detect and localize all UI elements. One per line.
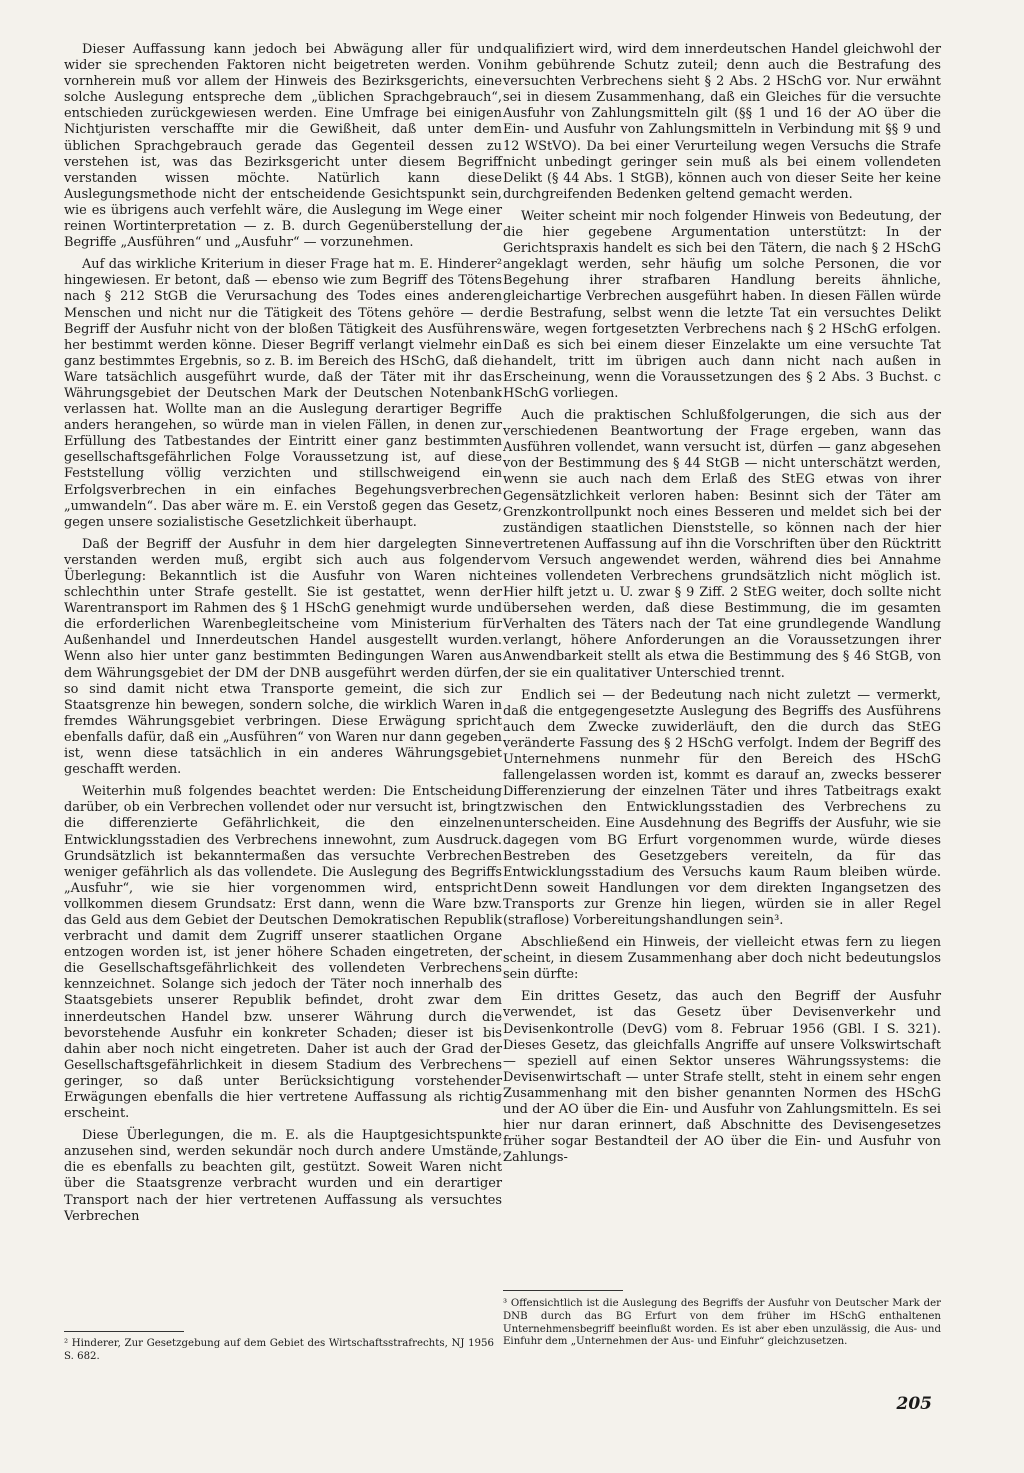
page-number: 205 <box>896 1394 932 1414</box>
paragraph: Daß der Begriff der Ausfuhr in dem hier dargelegten Sinne verstanden werden muß, ergibt sich auch aus folgender Überlegung: Bekanntlich ist die Ausfuhr von Waren nicht schlechthin unter Strafe gestellt. Sie ist gestattet, wenn der Warentransport im Rahmen des § 1 HSchG genehmigt wurde und die erforderlichen Warenbegleitscheine vom Ministerium für Außenhandel und Innerdeutschen Handel ausgestellt wurden. Wenn also hier unter ganz bestimmten Bedingungen Waren aus dem Währungsgebiet der DM der DNB ausgeführt werden dürfen, so sind damit nicht etwa Transporte gemeint, die sich zur Staatsgrenze hin bewegen, sondern solche, die wirklich Waren in fremdes Währungsgebiet verbringen. Diese Erwägung spricht ebenfalls dafür, daß ein „Ausführen“ von Waren nur dann gegeben ist, wenn diese tatsächlich in ein anderes Währungsgebiet geschafft werden. <box>64 536 502 778</box>
paragraph: Ein drittes Gesetz, das auch den Begriff der Ausfuhr verwendet, ist das Gesetz über Devisenverkehr und Devisenkontrolle (DevG) vom 8. Februar 1956 (GBl. I S. 321). Dieses Gesetz, das gleichfalls Angriffe auf unsere Volkswirtschaft — speziell auf einen Sektor unseres Währungssystems: die Devisenwirtschaft — unter Strafe stellt, steht in einem sehr engen Zusammenhang mit den bisher genannten Normen des HSchG und der AO über die Ein- und Ausfuhr von Zahlungsmitteln. Es sei hier nur daran erinnert, daß Abschnitte des Devisengesetzes früher sogar Bestandteil der AO über die Ein- und Ausfuhr von Zahlungs- <box>503 989 941 1166</box>
left-column <box>64 42 502 1231</box>
footnote-divider <box>64 1331 184 1332</box>
paragraph: Endlich sei — der Bedeutung nach nicht zuletzt — vermerkt, daß die entgegengesetzte Auslegung des Begriffs des Ausführens auch dem Zwecke zuwiderläuft, den die durch das StEG veränderte Fassung des § 2 HSchG verfolgt. Indem der Begriff des Unternehmens nunmehr für den Bereich des HSchG fallengelassen worden ist, kommt es darauf an, zwecks besserer Differenzierung der einzelnen Täter und ihres Tatbeitrags exakt zwischen den Entwicklungsstadien des Verbrechens zu unterscheiden. Eine Ausdehnung des Begriffs der Ausfuhr, wie sie dagegen vom BG Erfurt vorgenommen wurde, würde dieses Bestreben des Gesetzgebers vereiteln, da für das Entwicklungsstadium des Versuchs kaum Raum bleiben würde. Denn soweit Handlungen vor dem direkten Ingangsetzen des Transports zur Grenze hin liegen, würden sie in aller Regel (straflose) Vorbereitungshandlungen sein³. <box>503 687 941 928</box>
paragraph: Abschließend ein Hinweis, der vielleicht etwas fern zu liegen scheint, in diesem Zusammenhang aber doch nicht bedeutungslos sein dürfte: <box>503 935 941 983</box>
paragraph: Weiter scheint mir noch folgender Hinweis von Bedeutung, der die hier gegebene Argumentation unterstützt: In der Gerichtspraxis handelt es sich bei den Tätern, die nach § 2 HSchG angeklagt werden, sehr häufig um solche Personen, die vor Begehung ihrer strafbaren Handlung bereits ähnliche, gleichartige Verbrechen ausgeführt haben. In diesen Fällen würde die Bestrafung, selbst wenn die letzte Tat ein versuchtes Delikt wäre, wegen fortgesetzten Verbrechens nach § 2 HSchG erfolgen. Daß es sich bei einem dieser Einzelakte um eine versuchte Tat handelt, tritt im übrigen auch dann nicht nach außen in Erscheinung, wenn die Voraussetzungen des § 2 Abs. 3 Buchst. c HSchG vorliegen. <box>503 208 941 401</box>
right-column <box>503 42 941 1172</box>
paragraph: Dieser Auffassung kann jedoch bei Abwägung aller für und wider sie sprechenden Faktoren nicht beigetreten werden. Von vornherein muß vor allem der Hinweis des Bezirksgerichts, eine solche Auslegung entspreche dem „üblichen Sprachgebrauch“, entschieden zurückgewiesen werden. Eine Umfrage bei einigen Nichtjuristen verschaffte mir die Gewißheit, daß unter dem üblichen Sprachgebrauch gerade das Gegenteil dessen zu verstehen ist, was das Bezirksgericht unter diesem Begriff verstanden wissen möchte. Natürlich kann diese Auslegungsmethode nicht der entscheidende Gesichtspunkt sein, wie es übrigens auch verfehlt wäre, die Auslegung im Wege einer reinen Wortinterpretation — z. B. durch Gegenüberstellung der Begriffe „Ausführen“ und „Ausfuhr“ — vorzunehmen. <box>64 42 502 251</box>
paragraph: Weiterhin muß folgendes beachtet werden: Die Entscheidung darüber, ob ein Verbrechen vollendet oder nur versucht ist, bringt die differenzierte Gefährlichkeit, die den einzelnen Entwicklungsstadien des Verbrechens innewohnt, zum Ausdruck. Grundsätzlich ist bekanntermaßen das versuchte Verbrechen weniger gefährlich als das vollendete. Die Auslegung des Begriffs „Ausfuhr“, wie sie hier vorgenommen wird, entspricht vollkommen diesem Grundsatz: Erst dann, wenn die Ware bzw. das Geld aus dem Gebiet der Deutschen Demokratischen Republik verbracht und damit dem Zugriff unserer staatlichen Organe entzogen worden ist, ist jener höhere Schaden eingetreten, der die Gesellschaftsgefährlichkeit des vollendeten Verbrechens kennzeichnet. Solange sich jedoch der Täter noch innerhalb des Staatsgebiets unserer Republik befindet, droht zwar dem innerdeutschen Handel bzw. unserer Währung durch die bevorstehende Ausfuhr ein konkreter Schaden; dieser ist bis dahin aber noch nicht eingetreten. Daher ist auch der Grad der Gesellschaftsgefährlichkeit in diesem Stadium des Verbrechens geringer, so daß unter Berücksichtigung vorstehender Erwägungen ebenfalls die hier vertretene Auffassung als richtig erscheint. <box>64 784 502 1122</box>
footnote-3: ³ Offensichtlich ist die Auslegung des Begriffs der Ausfuhr von Deutscher Mark der DNB durch das BG Erfurt von dem früher im HSchG enthaltenen Unternehmensbegriff beeinflußt worden. Es ist aber eben unzulässig, die Aus- und Einfuhr dem „Unternehmen der Aus- und Einfuhr“ gleichzusetzen. <box>503 1298 941 1348</box>
footnote-2: ² Hinderer, Zur Gesetzgebung auf dem Gebiet des Wirtschaftsstrafrechts, NJ 1956 S. 682. <box>64 1338 494 1362</box>
paragraph: Auch die praktischen Schlußfolgerungen, die sich aus der verschiedenen Beantwortung der Frage ergeben, wann das Ausführen vollendet, wann versucht ist, dürfen — ganz abgesehen von der Bestimmung des § 44 StGB — nicht unterschätzt werden, wenn sie auch nach dem Erlaß des StEG etwas von ihrer Gegensätzlichkeit verloren haben: Besinnt sich der Täter am Grenzkontrollpunkt noch eines Besseren und meldet sich bei der zuständigen staatlichen Dienststelle, so können nach der hier vertretenen Auffassung auf ihn die Vorschriften über den Rücktritt vom Versuch angewendet werden, während dies bei Annahme eines vollendeten Verbrechens grundsätzlich nicht möglich ist. Hier hilft jetzt u. U. zwar § 9 Ziff. 2 StEG weiter, doch sollte nicht übersehen werden, daß diese Bestimmung, die im gesamten Verhalten des Täters nach der Tat eine grundlegende Wandlung verlangt, höhere Anforderungen an die Voraussetzungen ihrer Anwendbarkeit stellt als etwa die Bestimmung des § 46 StGB, von der sie ein qualitativer Unterschied trennt. <box>503 408 941 681</box>
paragraph: Diese Überlegungen, die m. E. als die Hauptgesichtspunkte anzusehen sind, werden sekundär noch durch andere Umstände, die es ebenfalls zu beachten gilt, gestützt. Soweit Waren nicht über die Staatsgrenze verbracht wurden und ein derartiger Transport nach der hier vertretenen Auffassung als versuchtes Verbrechen <box>64 1128 502 1224</box>
paragraph: Auf das wirkliche Kriterium in dieser Frage hat m. E. Hinderer² hingewiesen. Er betont, daß — ebenso wie zum Begriff des Tötens nach § 212 StGB die Verursachung des Todes eines anderen Menschen und nicht nur die Tätigkeit des Tötens gehöre — der Begriff der Ausfuhr nicht von der bloßen Tätigkeit des Ausführens her bestimmt werden könne. Dieser Begriff verlangt vielmehr ein ganz bestimmtes Ergebnis, so z. B. im Bereich des HSchG, daß die Ware tatsächlich ausgeführt wurde, daß der Täter mit ihr das Währungsgebiet der Deutschen Mark der Deutschen Notenbank verlassen hat. Wollte man an die Auslegung derartiger Begriffe anders herangehen, so würde man in vielen Fällen, in denen zur Erfüllung des Tatbestandes der Eintritt einer ganz bestimmten gesellschaftsgefährlichen Folge Voraussetzung ist, auf diese Feststellung völlig verzichten und stillschweigend ein Erfolgsverbrechen in ein einfaches Begehungsverbrechen „umwandeln“. Das aber wäre m. E. ein Verstoß gegen das Gesetz, gegen unsere sozialistische Gesetzlichkeit überhaupt. <box>64 257 502 530</box>
paragraph: qualifiziert wird, wird dem innerdeutschen Handel gleichwohl der ihm gebührende Schutz zuteil; denn auch die Bestrafung des versuchten Verbrechens sieht § 2 Abs. 2 HSchG vor. Nur erwähnt sei in diesem Zusammenhang, daß ein Gleiches für die versuchte Ausfuhr von Zahlungsmitteln gilt (§§ 1 und 16 der AO über die Ein- und Ausfuhr von Zahlungsmitteln in Verbindung mit §§ 9 und 12 WStVO). Da bei einer Verurteilung wegen Versuchs die Strafe nicht unbedingt geringer sein muß als bei einem vollendeten Delikt (§ 44 Abs. 1 StGB), können auch von dieser Seite her keine durchgreifenden Bedenken geltend gemacht werden. <box>503 42 941 202</box>
footnote-divider <box>503 1290 623 1291</box>
